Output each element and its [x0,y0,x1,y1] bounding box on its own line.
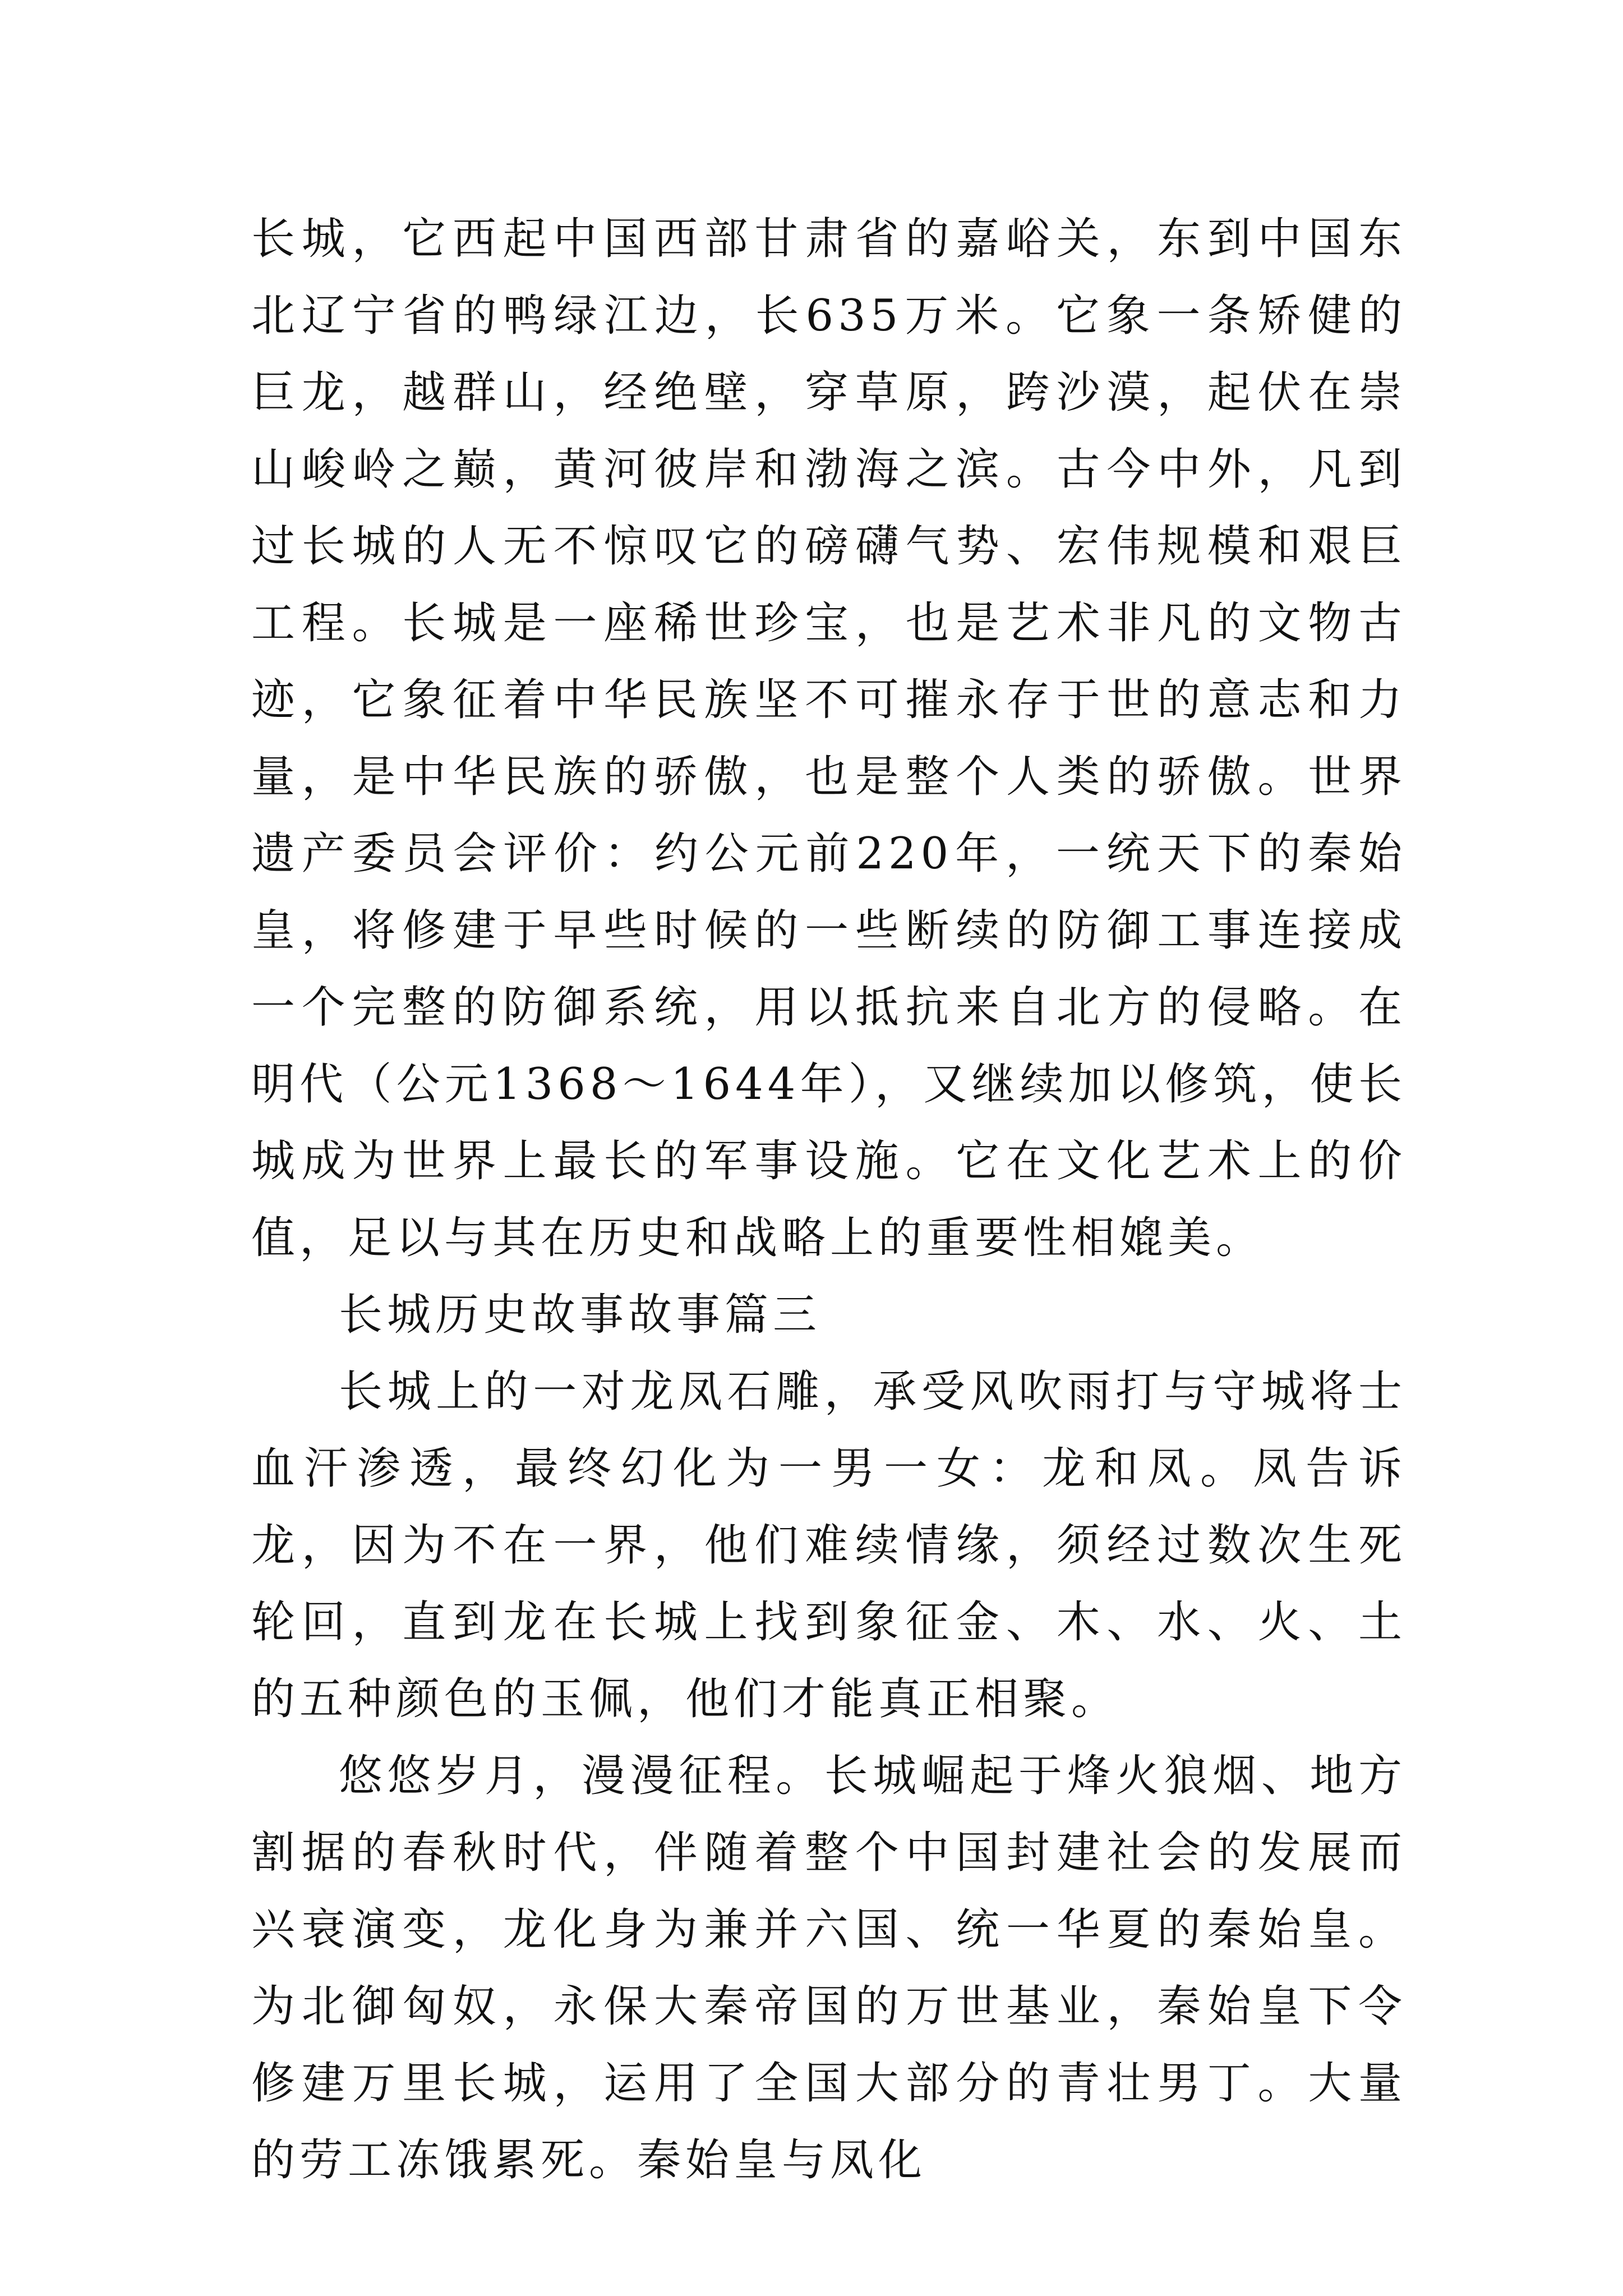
paragraph-great-wall-overview: 长城，它西起中国西部甘肃省的嘉峪关，东到中国东北辽宁省的鸭绿江边，长635万米。它象一条矫健的巨龙，越群山，经绝壁，穿草原，跨沙漠，起伏在崇山峻岭之巅，黄河彼岸和渤海之滨。古今中外，凡到过长城的人无不惊叹它的磅礴气势、宏伟规模和艰巨工程。长城是一座稀世珍宝，也是艺术非凡的文物古迹，它象征着中华民族坚不可摧永存于世的意志和力量，是中华民族的骄傲，也是整个人类的骄傲。世界遗产委员会评价：约公元前220年，一统天下的秦始皇，将修建于早些时候的一些断续的防御工事连接成一个完整的防御系统，用以抵抗来自北方的侵略。在明代（公元1368～1644年），又继续加以修筑，使长城成为世界上最长的军事设施。它在文化艺术上的价值，足以与其在历史和战略上的重要性相媲美。 [251,214,1407,1263]
document-page [251,201,1407,2199]
paragraph-dragon-phoenix: 长城上的一对龙凤石雕，承受风吹雨打与守城将士血汗渗透，最终幻化为一男一女：龙和凤。凤告诉龙，因为不在一界，他们难续情缘，须经过数次生死轮回，直到龙在长城上找到象征金、木、水、火、土的五种颜色的玉佩，他们才能真正相聚。 [251,1366,1407,1724]
section-title: 长城历史故事故事篇三 [339,1290,822,1340]
paragraph-qin-shi-huang: 悠悠岁月，漫漫征程。长城崛起于烽火狼烟、地方割据的春秋时代，伴随着整个中国封建社会的发展而兴衰演变，龙化身为兼并六国、统一华夏的秦始皇。为北御匈奴，永保大秦帝国的万世基业，秦始皇下令修建万里长城，运用了全国大部分的青壮男丁。大量的劳工冻饿累死。秦始皇与凤化 [251,1751,1407,2185]
